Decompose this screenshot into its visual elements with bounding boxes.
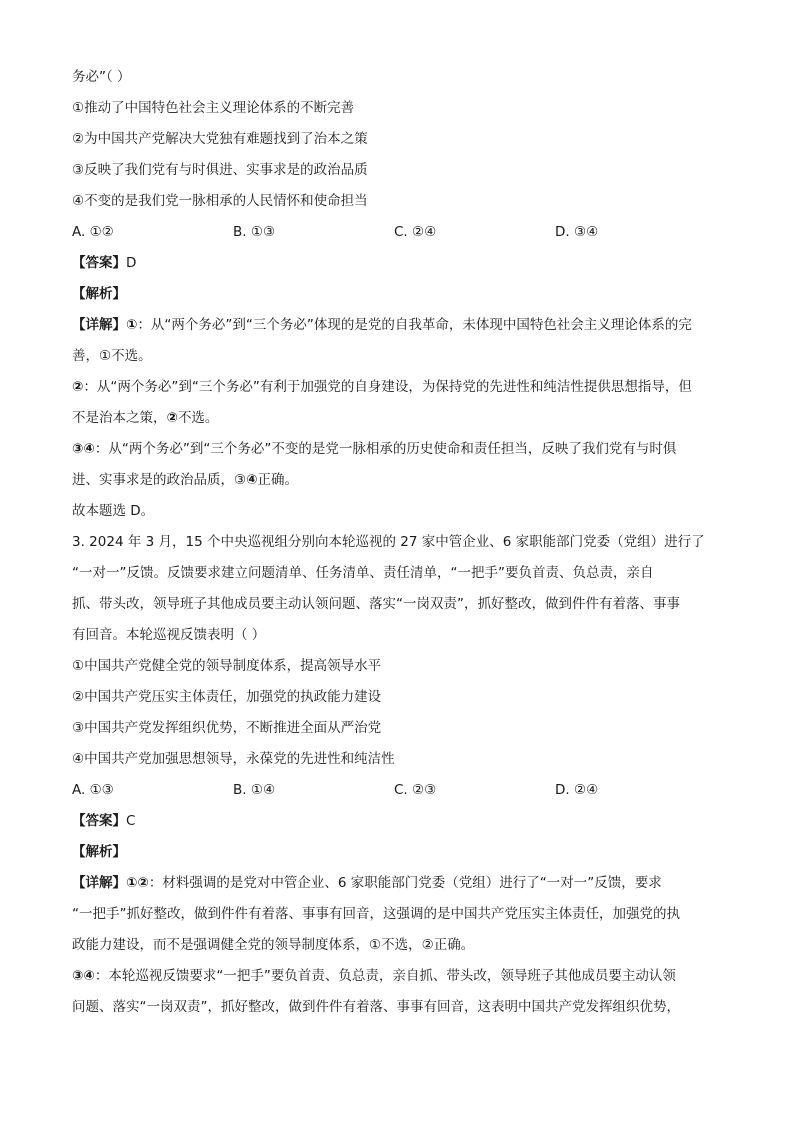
option-a: A. ①② (72, 224, 114, 240)
detail-text: 不是治本之策， (72, 410, 167, 426)
option-b: B. ①③ (233, 224, 276, 240)
question-stem-line-4: 有回音。本轮巡视反馈表明（ ） (72, 627, 266, 643)
answer-value: C (126, 813, 136, 829)
question-stem-line-2: “一对一”反馈。反馈要求建立问题清单、任务清单、责任清单，“一把手”要负首责、负总责，亲自 (72, 565, 654, 581)
option-a: A. ①③ (72, 782, 114, 798)
answer-options (72, 775, 722, 806)
detail-mark: ①② (126, 875, 149, 891)
answer-label: 【答案】 (72, 813, 126, 829)
analysis-label: 【解析】 (72, 286, 126, 302)
detail-mark: ③④ (72, 968, 95, 984)
detail-text: 正确。 (257, 472, 299, 488)
detail-line-3 (72, 372, 722, 403)
option-d: D. ②④ (555, 782, 599, 798)
option-b: B. ①④ (233, 782, 276, 798)
detail-text: ：材料强调的是党对中管企业、6 家职能部门党委（党组）进行了“一对一”反馈，要求 (148, 875, 662, 891)
choice-item-3: ③中国共产党发挥组织优势，不断推进全面从严治党 (72, 720, 382, 736)
answer-value: D (126, 255, 137, 271)
detail-mark: ② (166, 410, 178, 426)
choice-item-1: ①中国共产党健全党的领导制度体系，提高领导水平 (72, 658, 382, 674)
answer-line (72, 248, 722, 279)
option-c: C. ②③ (394, 782, 437, 798)
detail-label: 【详解】 (72, 875, 126, 891)
analysis-label: 【解析】 (72, 844, 126, 860)
question-stem-line-3: 抓、带头改，领导班子其他成员要主动认领问题、落实“一岗双责”，抓好整改，做到件件有着落、事事 (72, 596, 680, 612)
detail-line-4 (72, 961, 722, 992)
choice-item-2: ②为中国共产党解决大党独有难题找到了治本之策 (72, 131, 368, 147)
answer-line (72, 806, 722, 837)
detail-mark: ③④ (72, 441, 95, 457)
choice-item-2: ②中国共产党压实主体责任，加强党的执政能力建设 (72, 689, 382, 705)
detail-text: ：本轮巡视反馈要求“一把手”要负首责、负总责，亲自抓、带头改，领导班子其他成员要主动认领 (94, 968, 676, 984)
choice-item-1: ①推动了中国特色社会主义理论体系的不断完善 (72, 100, 355, 116)
question-stem-line-1: 3. 2024 年 3 月，15 个中央巡视组分别向本轮巡视的 27 家中管企业、6 家职能部门党委（党组）进行了 (72, 534, 705, 550)
detail-line-5: 问题、落实“一岗双责”，抓好整改，做到件件有着落、事事有回音，这表明中国共产党发挥组织优势， (72, 999, 680, 1015)
choice-item-4: ④中国共产党加强思想领导，永葆党的先进性和纯洁性 (72, 751, 395, 767)
detail-line-2: “一把手”抓好整改，做到件件有着落、事事有回音，这强调的是中国共产党压实主体责任，加强党的执 (72, 906, 680, 922)
analysis-heading (72, 279, 722, 310)
detail-text: ：从“两个务必”到“三个务必”不变的是党一脉相承的历史使命和责任担当，反映了我们党有与时俱 (94, 441, 677, 457)
answer-options (72, 217, 722, 248)
detail-text: 不选。 (177, 410, 219, 426)
detail-text: ：从“两个务必”到“三个务必”有利于加强党的自身建设，为保持党的先进性和纯洁性提供思想指导，但 (83, 379, 692, 395)
option-c: C. ②④ (394, 224, 437, 240)
detail-mark: ① (126, 317, 138, 333)
conclusion-line: 故本题选 D。 (72, 503, 155, 519)
detail-text: ：从“两个务必”到“三个务必”体现的是党的自我革命，未体现中国特色社会主义理论体系的完 (137, 317, 692, 333)
detail-line-1 (72, 868, 722, 899)
detail-line-1 (72, 310, 722, 341)
analysis-heading (72, 837, 722, 868)
choice-item-4: ④不变的是我们党一脉相承的人民情怀和使命担当 (72, 193, 368, 209)
detail-mark: ② (72, 379, 84, 395)
detail-line-4 (72, 403, 722, 434)
answer-label: 【答案】 (72, 255, 126, 271)
document-page (72, 62, 722, 1023)
detail-label: 【详解】 (72, 317, 126, 333)
question-stem-end: 务必”（ ） (72, 69, 131, 85)
detail-mark: ④ (246, 472, 258, 488)
detail-line-6 (72, 465, 722, 496)
detail-line-2: 善，①不选。 (72, 348, 152, 364)
choice-item-3: ③反映了我们党有与时俱进、实事求是的政治品质 (72, 162, 368, 178)
option-d: D. ③④ (555, 224, 599, 240)
detail-line-5 (72, 434, 722, 465)
detail-line-3: 政能力建设，而不是强调健全党的领导制度体系，①不选，②正确。 (72, 937, 475, 953)
detail-text: 进、实事求是的政治品质，③ (72, 472, 247, 488)
